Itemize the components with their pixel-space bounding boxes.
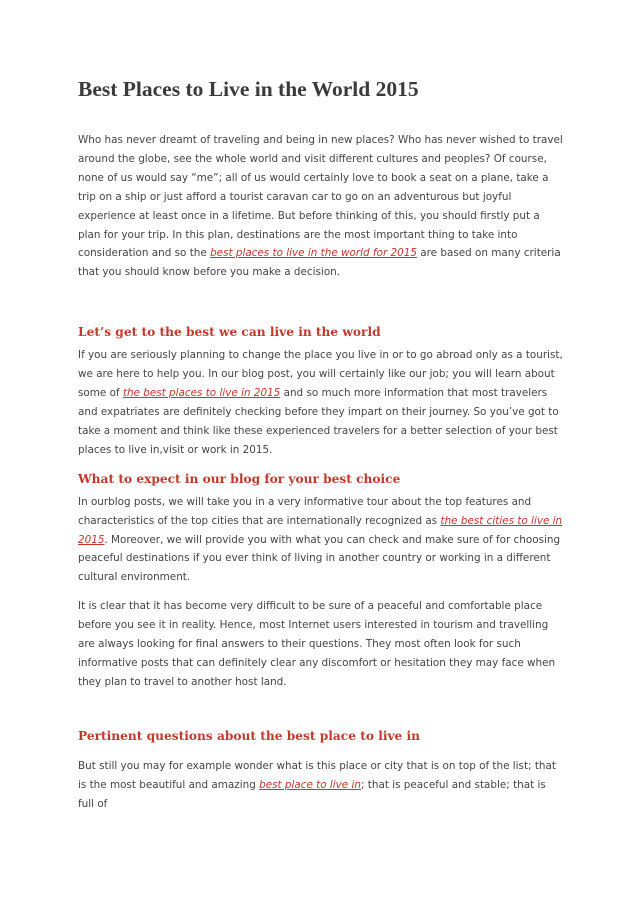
section-2-text-2: . Moreover, we will provide you with what you can check and make sure of for choosing peaceful destinations if you ever think of living in another country or working in a different cultural environment.: [78, 533, 561, 584]
section-2-paragraph: [78, 493, 565, 588]
section-3-text-1: But still you may for example wonder what is this place or city that is on top of the list; that is the most beautiful and amazing: [78, 759, 556, 791]
section-heading-best-we-can-live: Let’s get to the best we can live in the world: [78, 325, 381, 340]
section-3-text-2: ; that is peaceful and stable; that is full of: [78, 778, 546, 810]
section-heading-pertinent-questions: Pertinent questions about the best place to live in: [78, 728, 421, 743]
intro-text-1: Who has never dreamt of traveling and being in new places? Who has never wished to travel around the globe, see the whole world and visit different cultures and peoples? Of course, none of us would say “me”; all of us would certainly love to book a seat on a plane, take a trip on a ship or just afford a tourist caravan car to go on an adventurous but joyful experience at least once in a lifetime. But before thinking of this, you should firstly put a plan for your trip. In this plan, destinations are the most important thing to take into consideration and so the: [78, 134, 563, 260]
link-best-cities-2015[interactable]: the best cities to live in 2015: [78, 514, 563, 546]
intro-text-2: are based on many criteria that you should know before you make a decision.: [78, 247, 561, 279]
link-best-places-2015[interactable]: the best places to live in 2015: [122, 387, 281, 400]
page-title: Best Places to Live in the World 2015: [78, 77, 419, 101]
link-best-places-world-2015[interactable]: best places to live in the world for 2015: [210, 247, 417, 260]
section-heading-what-to-expect: What to expect in our blog for your best choice: [78, 471, 401, 486]
section-3-paragraph: [78, 757, 565, 814]
section-2-text-1: In ourblog posts, we will take you in a very informative tour about the top features and characteristics of the top cities that are internationally recognized as: [78, 495, 532, 527]
section-1-paragraph: [78, 346, 565, 459]
section-1-text-2: and so much more information that most travelers and expatriates are definitely checking before they impart on their journey. So you’ve got to take a moment and think like these experienced travelers for a better selection of your best places to live in,visit or work in 2015.: [78, 387, 559, 456]
intro-paragraph: [78, 131, 565, 282]
document-page: [78, 76, 565, 813]
link-best-place-to-live[interactable]: best place to live in: [259, 778, 361, 791]
section-1-text-1: If you are seriously planning to change the place you live in or to go abroad only as a tourist, we are here to help you. In our blog post, you will certainly like our job; you will learn about some of: [78, 349, 563, 400]
section-2-paragraph-2: It is clear that it has become very difficult to be sure of a peaceful and comfortable place before you see it in reality. Hence, most Internet users interested in tourism and travelling are always looking for final answers to their questions. They most often look for such informative posts that can definitely clear any discomfort or hesitation they may face when they plan to travel to another host land.: [78, 600, 556, 688]
